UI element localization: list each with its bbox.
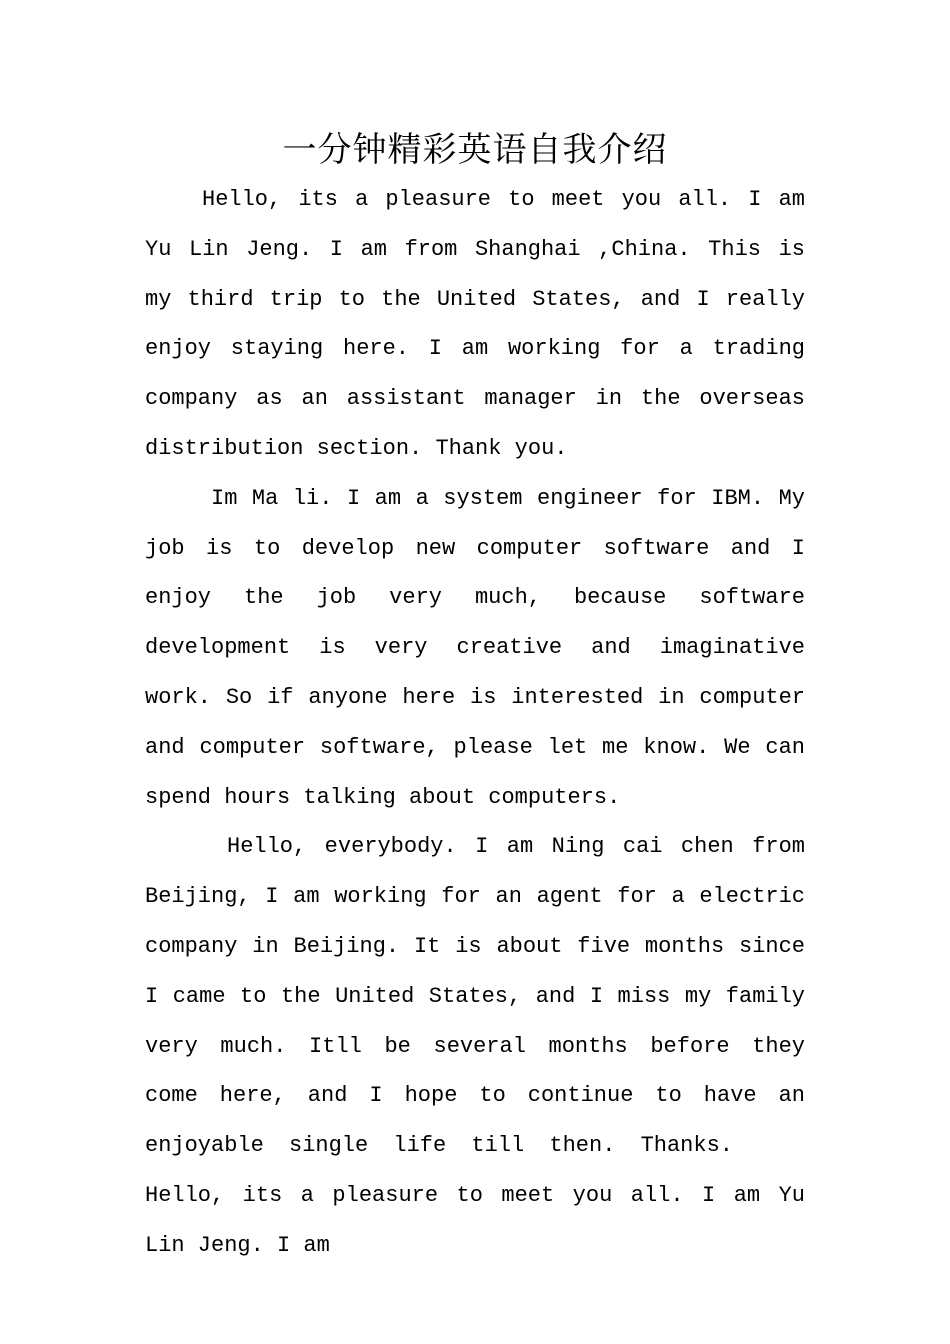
document-body bbox=[145, 175, 805, 1271]
paragraph-1: Hello, its a pleasure to meet you all. I am Yu Lin Jeng. I am from Shanghai ,China. This is my third trip to the United States, and I really enjoy staying here. I am working for a trading company as an assistant manager in the overseas distribution section. Thank you. bbox=[145, 187, 805, 461]
paragraph-2: Im Ma li. I am a system engineer for IBM. My job is to develop new computer software and I enjoy the job very much, because software development is very creative and imaginative work. So if anyone here is interested in computer and computer software, please let me know. We can spend hours talking about computers. bbox=[145, 485, 805, 810]
paragraph-4-start: Hello, its a pleasure to meet you all. I am Yu Lin Jeng. I am bbox=[145, 1182, 805, 1258]
paragraph-3 bbox=[145, 822, 805, 1270]
paragraph-3-text: Hello, everybody. I am Ning cai chen from Beijing, I am working for an agent for a electric company in Beijing. It is about five months since I came to the United States, and I miss my family very much. Itll be several months before they come here, and I hope to continue to have an enjoyable single life till then. Thanks. bbox=[145, 834, 805, 1159]
document-title: 一分钟精彩英语自我介绍 bbox=[282, 130, 668, 170]
